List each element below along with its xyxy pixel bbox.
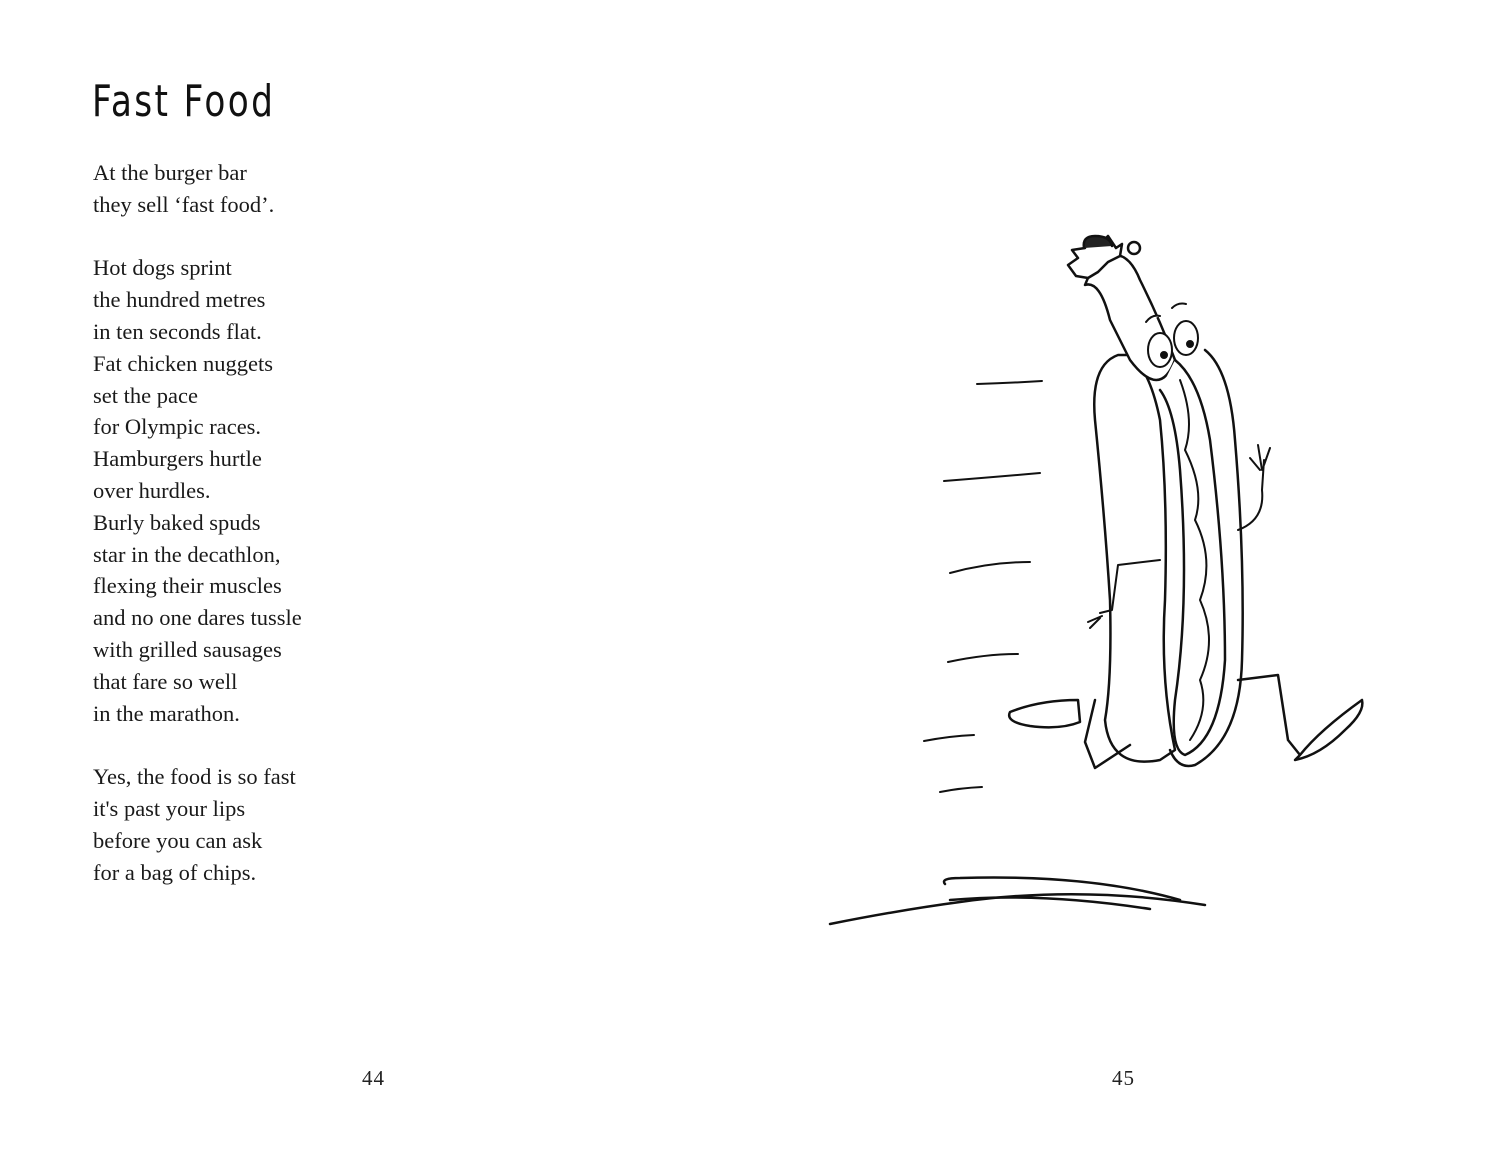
poem-line: in the marathon. bbox=[93, 700, 240, 726]
poem-line: flexing their muscles bbox=[93, 573, 282, 599]
poem-line: Fat chicken nuggets bbox=[93, 350, 273, 376]
stanza-2 bbox=[93, 252, 302, 729]
poem-line: that fare so well bbox=[93, 668, 238, 694]
running-hot-dog-illustration bbox=[750, 0, 1500, 1151]
poem-body bbox=[93, 157, 302, 920]
stanza-1 bbox=[93, 157, 302, 221]
poem-line: Hamburgers hurtle bbox=[93, 446, 262, 472]
poem-line: for a bag of chips. bbox=[93, 859, 257, 885]
poem-line: At the burger bar bbox=[93, 160, 247, 185]
poem-line: before you can ask bbox=[93, 827, 263, 853]
poem-line: Yes, the food is so fast bbox=[93, 764, 296, 790]
poem-line: and no one dares tussle bbox=[93, 605, 302, 631]
page-number-left: 44 bbox=[362, 1066, 385, 1090]
poem-line: star in the decathlon, bbox=[93, 541, 281, 567]
poem-line: for Olympic races. bbox=[93, 414, 262, 440]
poem-line: with grilled sausages bbox=[93, 636, 282, 662]
stanza-3 bbox=[93, 761, 302, 888]
page-number-right: 45 bbox=[1112, 1066, 1135, 1090]
poem-title: Fast Food bbox=[92, 76, 276, 127]
poem-line: they sell ‘fast food’. bbox=[93, 191, 275, 217]
speed-lines bbox=[924, 381, 1042, 792]
bun-icon bbox=[1094, 355, 1175, 762]
poem-line: set the pace bbox=[93, 382, 198, 408]
poem-line: over hurdles. bbox=[93, 477, 211, 503]
poem-line: it's past your lips bbox=[93, 795, 246, 821]
poem-line: the hundred metres bbox=[93, 287, 266, 313]
poem-line: in ten seconds flat. bbox=[93, 318, 262, 344]
poem-line: Burly baked spuds bbox=[93, 509, 261, 535]
ground-swoosh-icon bbox=[830, 877, 1205, 924]
right-page bbox=[750, 0, 1500, 1151]
poem-line: Hot dogs sprint bbox=[93, 255, 232, 281]
